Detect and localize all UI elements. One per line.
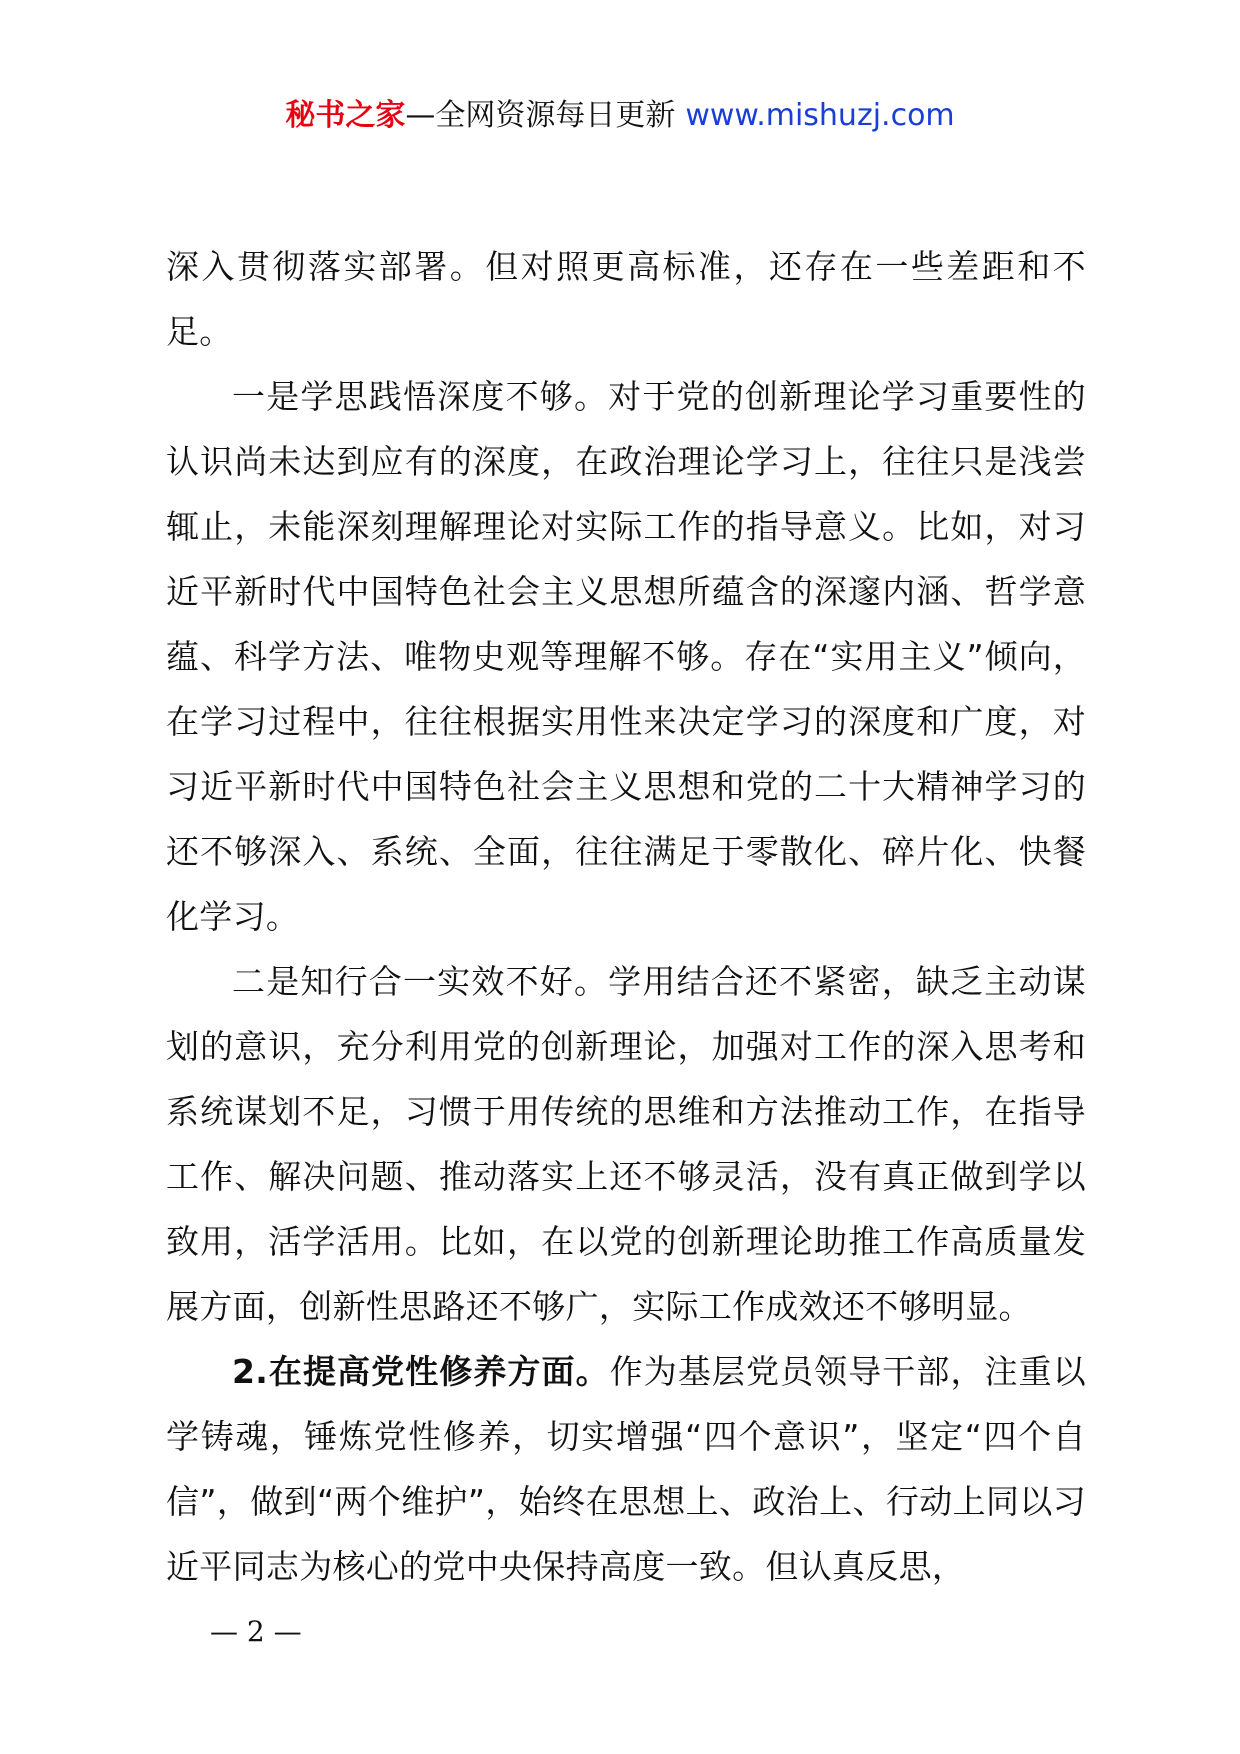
paragraph-section-two bbox=[166, 1339, 1086, 1599]
brand-name: 秘书之家 bbox=[285, 98, 406, 133]
section-heading: 2.在提高党性修养方面。 bbox=[232, 1352, 610, 1391]
document-body bbox=[166, 234, 1086, 1599]
paragraph-point-two: 二是知行合一实效不好。学用结合还不紧密，缺乏主动谋划的意识，充分利用党的创新理论，加强对工作的深入思考和系统谋划不足，习惯于用传统的思维和方法推动工作，在指导工作、解决问题、推动落实上还不够灵活，没有真正做到学以致用，活学活用。比如，在以党的创新理论助推工作高质量发展方面，创新性思路还不够广，实际工作成效还不够明显。 bbox=[166, 962, 1086, 1326]
header-tagline: —全网资源每日更新 bbox=[405, 98, 676, 133]
page-header bbox=[0, 96, 1240, 136]
paragraph-point-one: 一是学思践悟深度不够。对于党的创新理论学习重要性的认识尚未达到应有的深度，在政治理论学习上，往往只是浅尝辄止，未能深刻理解理论对实际工作的指导意义。比如，对习近平新时代中国特色社会主义思想所蕴含的深邃内涵、哲学意蕴、科学方法、唯物史观等理解不够。存在“实用主义”倾向，在学习过程中，往往根据实用性来决定学习的深度和广度，对习近平新时代中国特色社会主义思想和党的二十大精神学习的还不够深入、系统、全面，往往满足于零散化、碎片化、快餐化学习。 bbox=[166, 377, 1086, 936]
site-url-link[interactable]: www.mishuzj.com bbox=[685, 98, 955, 133]
section-text: 作为基层党员领导干部，注重以学铸魂，锤炼党性修养，切实增强“四个意识”，坚定“四个自信”，做到“两个维护”，始终在思想上、政治上、行动上同以习近平同志为核心的党中央保持高度一致。但认真反思， bbox=[166, 1352, 1086, 1586]
page-number: — 2 — bbox=[210, 1615, 302, 1648]
paragraph-continuation: 深入贯彻落实部署。但对照更高标准，还存在一些差距和不足。 bbox=[166, 247, 1086, 351]
